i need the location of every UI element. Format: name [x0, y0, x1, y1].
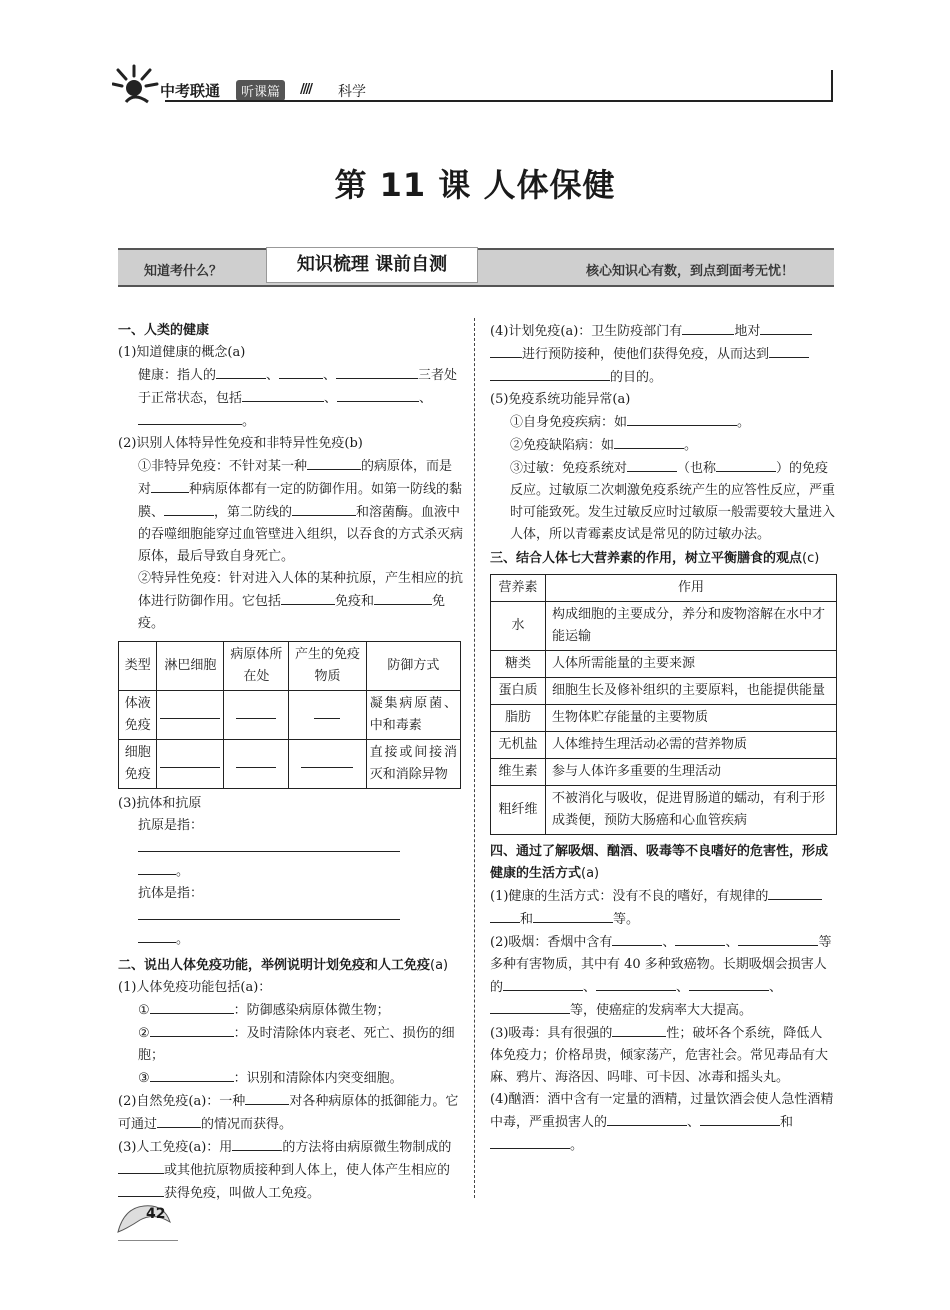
- s2-func-3: ③ ：识别和清除体内突变细胞。: [118, 1067, 463, 1090]
- subject-label: 科学: [338, 84, 366, 100]
- s1-item-3: (3)抗体和抗原: [118, 796, 202, 811]
- s4-item-4: (4)酗酒：酒中含有一定量的酒精，过量饮酒会使人急性酒精中毒，严重损害人的 、 和。: [490, 1092, 834, 1153]
- s2-item-3: (3)人工免疫(a)：用 的方法将由病原微生物制成的或其他抗原物质接种到人体上，使人体产生相应的获得免疫，叫做人工免疫。: [118, 1136, 463, 1205]
- immunodeficiency: ②免疫缺陷病：如 。: [490, 434, 835, 457]
- table-row: [119, 691, 461, 740]
- row-way: 凝集病原菌、中和毒素: [366, 691, 460, 740]
- table-header: 淋巴细胞: [157, 642, 224, 691]
- table-row: 脂肪 生物体贮存能量的主要物质: [491, 705, 837, 732]
- immunity-table: [118, 641, 461, 789]
- antibody-def: 抗体是指： 。: [118, 883, 463, 951]
- table-header: 产生的免疫物质: [289, 642, 366, 691]
- s4-item-3: (3)吸毒：具有很强的 性；破坏各个系统，降低人体免疫力；价格昂贵，倾家荡产，危害社会。常见毒品有大麻、鸦片、海洛因、吗啡、可卡因、冰毒和摇头丸。: [490, 1022, 835, 1089]
- allergy: ③过敏：免疫系统对 （也称 ）的免疫反应。过敏原二次刺激免疫系统产生的应答性反应，严重时可能致死。发生过敏反应时过敏原一般需要较大量进入人体，所以青霉素皮试是常见的防过敏办法。: [490, 457, 835, 546]
- table-row: [119, 740, 461, 789]
- header-rule-end: [831, 70, 833, 102]
- table-row: 水 构成细胞的主要成分，养分和废物溶解在水中才能运输: [491, 602, 837, 651]
- row-way: 直接或间接消灭和消除异物: [366, 740, 460, 789]
- table-row: 无机盐 人体维持生理活动必需的营养物质: [491, 732, 837, 759]
- row-type: 细胞免疫: [119, 740, 157, 789]
- decor-stripes: ////: [300, 82, 311, 97]
- s2-item-2: (2)自然免疫(a)：一种 对各种病原体的抵御能力。它可通过 的情况而获得。: [118, 1090, 463, 1136]
- left-column: [118, 320, 463, 1205]
- section-1-title: 一、人类的健康: [118, 323, 210, 338]
- right-column: [490, 320, 835, 1157]
- page-title: 第 11 课 人体保健: [334, 166, 616, 204]
- table-header: 作用: [546, 575, 837, 602]
- table-header: 类型: [119, 642, 157, 691]
- footer-rule: [118, 1240, 178, 1241]
- table-header: 营养素: [491, 575, 546, 602]
- section-badge: 听课篇: [236, 80, 285, 101]
- section-4-title: 四、通过了解吸烟、酗酒、吸毒等不良嗜好的危害性，形成健康的生活方式(a): [490, 844, 829, 881]
- table-row: 粗纤维 不被消化与吸收，促进胃肠道的蠕动，有利于形成粪便，预防大肠癌和心血管疾病: [491, 786, 837, 835]
- row-type: 体液免疫: [119, 691, 157, 740]
- banner-right-text: 核心知识心有数，到点到面考无忧！: [585, 264, 794, 279]
- antigen-def: 抗原是指： 。: [118, 815, 463, 883]
- table-row: 糖类 人体所需能量的主要来源: [491, 651, 837, 678]
- table-header: 防御方式: [366, 642, 460, 691]
- banner-center-title: 知识梳理 课前自测: [266, 247, 478, 283]
- header-rule: [165, 100, 833, 102]
- table-row: 维生素 参与人体许多重要的生理活动: [491, 759, 837, 786]
- nutrient-table: [490, 574, 837, 835]
- section-banner: [118, 248, 834, 287]
- s2-item-4: (4)计划免疫(a)：卫生防疫部门有 地对进行预防接种，使他们获得免疫，从而达到的目的。: [490, 320, 835, 389]
- s4-item-2: (2)吸烟：香烟中含有 、 、 等多种有害物质，其中有 40 多种致癌物。长期吸烟会损害人的 、 、 、等，使癌症的发病率大大提高。: [490, 931, 835, 1022]
- page-number: 42: [146, 1206, 166, 1222]
- banner-left-text: 知道考什么？: [144, 264, 223, 279]
- s2-item-5: (5)免疫系统功能异常(a): [490, 392, 631, 407]
- s1-item-1: (1)知道健康的概念(a): [118, 345, 246, 360]
- s1-specific: ②特异性免疫：针对进入人体的某种抗原，产生相应的抗体进行防御作用。它包括 免疫和 免疫。: [138, 571, 464, 631]
- autoimmune: ①自身免疫疾病：如 。: [490, 411, 835, 434]
- section-3-title: 三、结合人体七大营养素的作用，树立平衡膳食的观点(c): [490, 551, 820, 566]
- s2-item-1: (1)人体免疫功能包括(a)：: [118, 980, 272, 995]
- s4-item-1: (1)健康的生活方式：没有不良的嗜好，有规律的和 等。: [490, 885, 835, 931]
- s1-item-2: (2)识别人体特异性免疫和非特异性免疫(b): [118, 436, 363, 451]
- s1-health-def: 健康：指人的 、 、 三者处于正常状态，包括 、 、。: [118, 364, 463, 433]
- logo-sun-icon: [112, 62, 160, 106]
- table-header: 病原体所在处: [224, 642, 289, 691]
- s1-nonspecific: ①非特异免疫：不针对某一种 的病原体，而是对 种病原体都有一定的防御作用。如第一防线的黏膜、 ，第二防线的 和溶菌酶。血液中的吞噬细胞能穿过血管壁进入组织，以吞食的方式杀灭病原体，最后导致自身死亡。: [118, 455, 463, 568]
- table-row: 蛋白质 细胞生长及修补组织的主要原料，也能提供能量: [491, 678, 837, 705]
- s2-func-2: ② ：及时清除体内衰老、死亡、损伤的细胞；: [118, 1022, 463, 1067]
- column-divider: [474, 318, 475, 1198]
- brand-name: 中考联通: [160, 82, 221, 100]
- s2-func-1: ① ：防御感染病原体微生物；: [118, 999, 463, 1022]
- section-2-title: 二、说出人体免疫功能，举例说明计划免疫和人工免疫(a): [118, 958, 449, 973]
